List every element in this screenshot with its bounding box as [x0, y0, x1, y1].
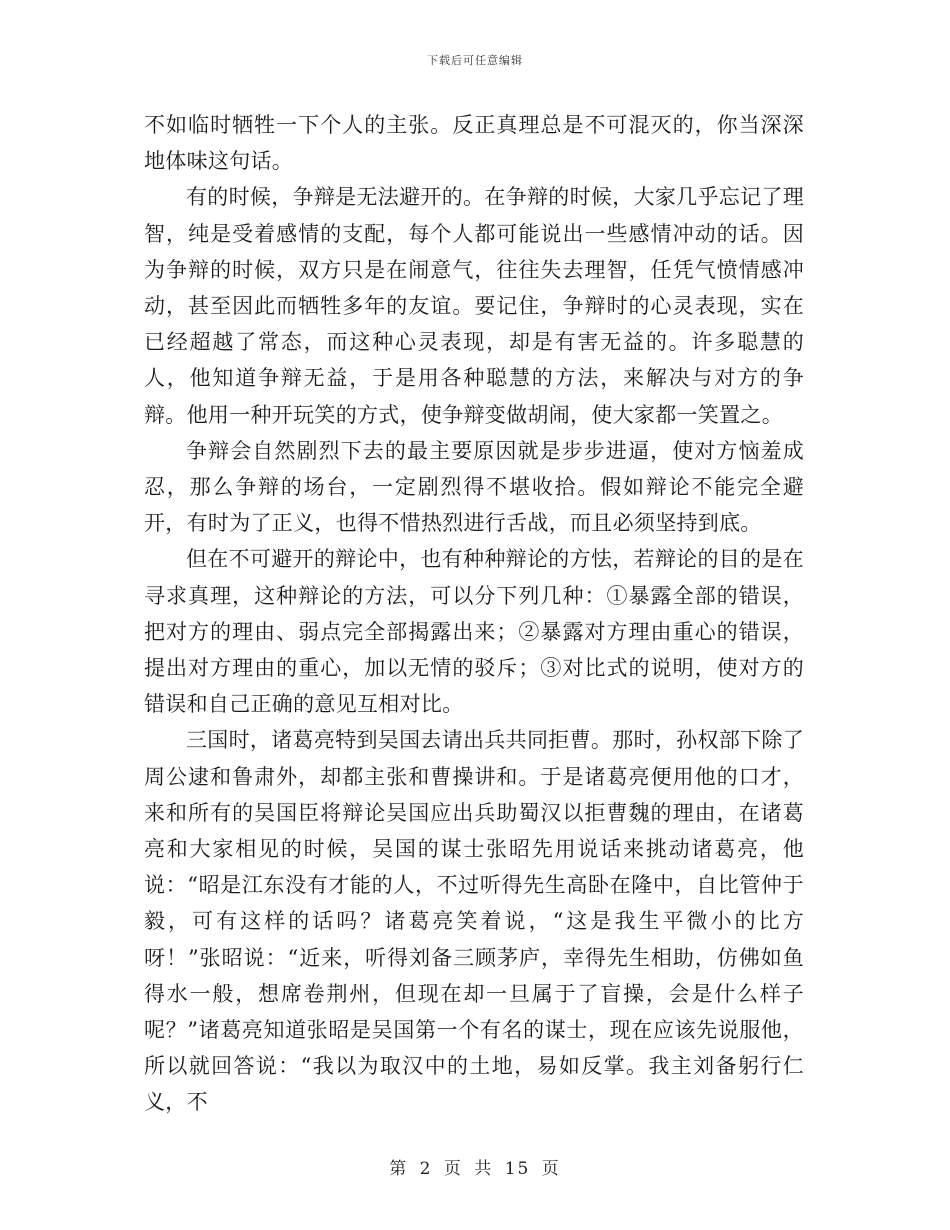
- paragraph: 但在不可避开的辩论中，也有种种辩论的方怯，若辩论的目的是在寻求真理，这种辩论的方法，可以分下列几种：①暴露全部的错误，把对方的理由、弱点完全部揭露出来；②暴露对方理由重心的错误，提出对方理由的重心，加以无情的驳斥；③对比式的说明，使对方的错误和自己正确的意见互相对比。: [144, 547, 804, 717]
- paragraph: 不如临时牺牲一下个人的主张。反正真理总是不可混灭的，你当深深地体味这句话。: [144, 113, 804, 174]
- document-body: [144, 107, 804, 1121]
- page-footer: 第 2 页 共 15 页: [389, 1159, 561, 1179]
- page-header: 下载后可任意编辑: [427, 54, 523, 67]
- paragraph: 争辩会自然剧烈下去的最主要原因就是步步进逼，使对方恼羞成忍，那么争辩的场台，一定剧烈得不堪收拾。假如辩论不能完全避开，有时为了正义，也得不惜热烈进行舌战，而且必须坚持到底。: [144, 438, 804, 536]
- paragraph: 三国时，诸葛亮特到吴国去请出兵共同拒曹。那时，孙权部下除了周公逮和鲁肃外，却都主张和曹操讲和。于是诸葛亮便用他的口才，来和所有的吴国臣将辩论吴国应出兵助蜀汉以拒曹魏的理由，在诸葛亮和大家相见的时候，吴国的谋士张昭先用说话来挑动诸葛亮，他说：“昭是江东没有才能的人，不过听得先生高卧在隆中，自比管仲于毅，可有这样的话吗？诸葛亮笑着说，“这是我生平微小的比方呀！”张昭说：“近来，听得刘备三顾茅庐，幸得先生相助，仿佛如鱼得水一般，想席卷荆州，但现在却一旦属于了盲操，会是什么样子呢？”诸葛亮知道张昭是吴国第一个有名的谋士，现在应该先说服他，所以就回答说：“我以为取汉中的土地，易如反掌。我主刘备躬行仁义，不: [144, 728, 804, 1115]
- paragraph: 有的时候，争辩是无法避开的。在争辩的时候，大家几乎忘记了理智，纯是受着感情的支配，每个人都可能说出一些感情冲动的话。因为争辩的时候，双方只是在闹意气，往往失去理智，任凭气愤情感冲动，甚至因此而牺牲多年的友谊。要记住，争辩时的心灵表现，实在已经超越了常态，而这种心灵表现，却是有害无益的。许多聪慧的人，他知道争辩无益，于是用各种聪慧的方法，来解决与对方的争辩。他用一种开玩笑的方式，使争辩变做胡闹，使大家都一笑置之。: [144, 185, 804, 427]
